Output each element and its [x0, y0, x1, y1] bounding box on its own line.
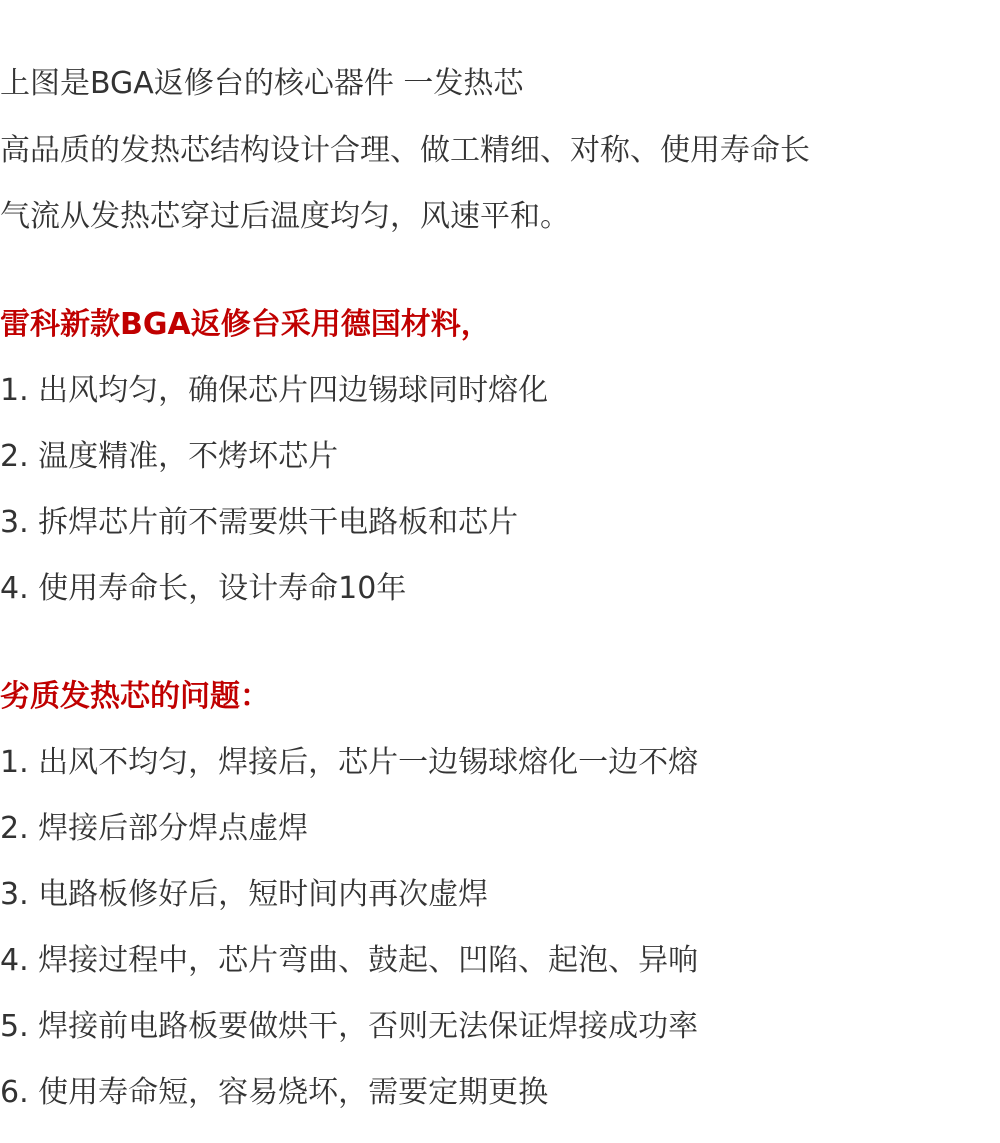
- intro-line-1: 上图是BGA返修台的核心器件 一发热芯: [0, 66, 524, 101]
- list-item: 1. 出风均匀，确保芯片四边锡球同时熔化: [0, 373, 549, 408]
- list-item: 4. 焊接过程中，芯片弯曲、鼓起、凹陷、起泡、异响: [0, 943, 699, 978]
- list-item: 1. 出风不均匀，焊接后，芯片一边锡球熔化一边不熔: [0, 745, 699, 780]
- list-item: 3. 电路板修好后，短时间内再次虚焊: [0, 877, 489, 912]
- list-item: 2. 焊接后部分焊点虚焊: [0, 811, 309, 846]
- list-item: 5. 焊接前电路板要做烘干，否则无法保证焊接成功率: [0, 1009, 699, 1044]
- intro-line-3: 气流从发热芯穿过后温度均匀，风速平和。: [0, 199, 570, 234]
- list-item: 4. 使用寿命长，设计寿命10年: [0, 571, 407, 606]
- intro-line-2: 高品质的发热芯结构设计合理、做工精细、对称、使用寿命长: [0, 133, 810, 168]
- list-item: 2. 温度精准，不烤坏芯片: [0, 439, 339, 474]
- list-item: 3. 拆焊芯片前不需要烘干电路板和芯片: [0, 505, 519, 540]
- section-heading-new-model: 雷科新款BGA返修台采用德国材料，: [0, 307, 491, 342]
- section-heading-inferior-problems: 劣质发热芯的问题：: [0, 679, 270, 714]
- list-item: 6. 使用寿命短，容易烧坏，需要定期更换: [0, 1075, 549, 1110]
